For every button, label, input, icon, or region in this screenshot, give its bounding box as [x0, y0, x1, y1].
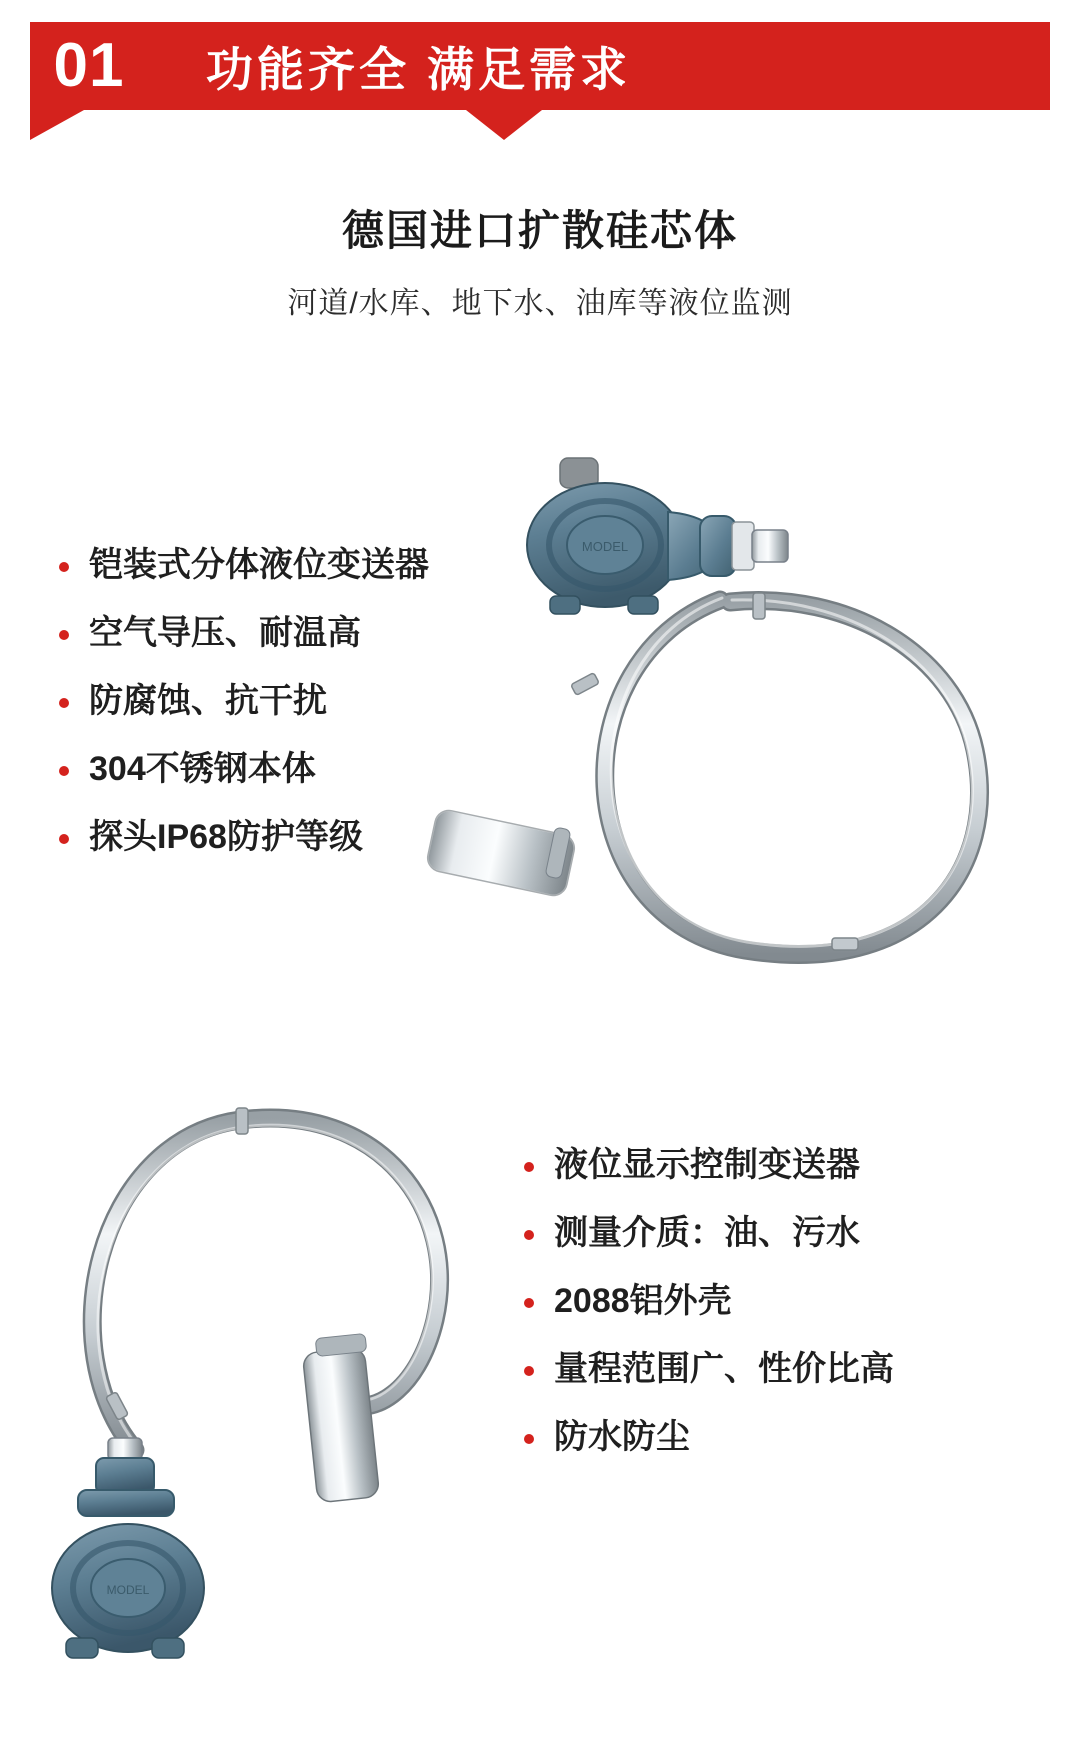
list-item: 防腐蚀、抗干扰 [55, 684, 429, 718]
bottom-product-image [40, 1020, 560, 1710]
armored-cable-coil [605, 598, 980, 954]
subheading-sub: 河道/水库、地下水、油库等液位监测 [287, 287, 793, 320]
list-item: 防水防尘 [520, 1420, 894, 1454]
transmitter-housing [527, 458, 788, 614]
submersible-probe [302, 1333, 379, 1502]
banner-notch-middle [466, 110, 542, 140]
list-item: 测量介质：油、污水 [520, 1216, 894, 1250]
top-product-image [400, 450, 1040, 1010]
list-item: 空气导压、耐温高 [55, 616, 429, 650]
section-number-box [30, 22, 148, 110]
list-item: 2088铝外壳 [520, 1284, 894, 1318]
housing-brand-text: MODEL [106, 1583, 150, 1597]
section-title: 功能齐全 满足需求 [206, 42, 632, 96]
list-item: 液位显示控制变送器 [520, 1148, 894, 1182]
list-item: 304不锈钢本体 [55, 752, 429, 786]
armored-level-transmitter-illustration [400, 450, 1040, 1010]
list-item: 探头IP68防护等级 [55, 820, 429, 854]
submersible-probe [425, 808, 577, 898]
armored-cable-coil [92, 1118, 439, 1450]
feature-list-bottom [520, 1148, 894, 1488]
housing-brand-text: MODEL [581, 539, 629, 554]
section-banner [30, 22, 1050, 110]
level-display-transmitter-illustration [40, 1020, 560, 1710]
section-number: 01 [53, 31, 125, 100]
list-item: 铠装式分体液位变送器 [55, 548, 429, 582]
banner-notch-left [30, 110, 84, 140]
subheading-main: 德国进口扩散硅芯体 [341, 207, 738, 254]
transmitter-housing [52, 1438, 204, 1658]
subheading-block [0, 198, 1080, 322]
feature-list-top [55, 548, 429, 888]
list-item: 量程范围广、性价比高 [520, 1352, 894, 1386]
